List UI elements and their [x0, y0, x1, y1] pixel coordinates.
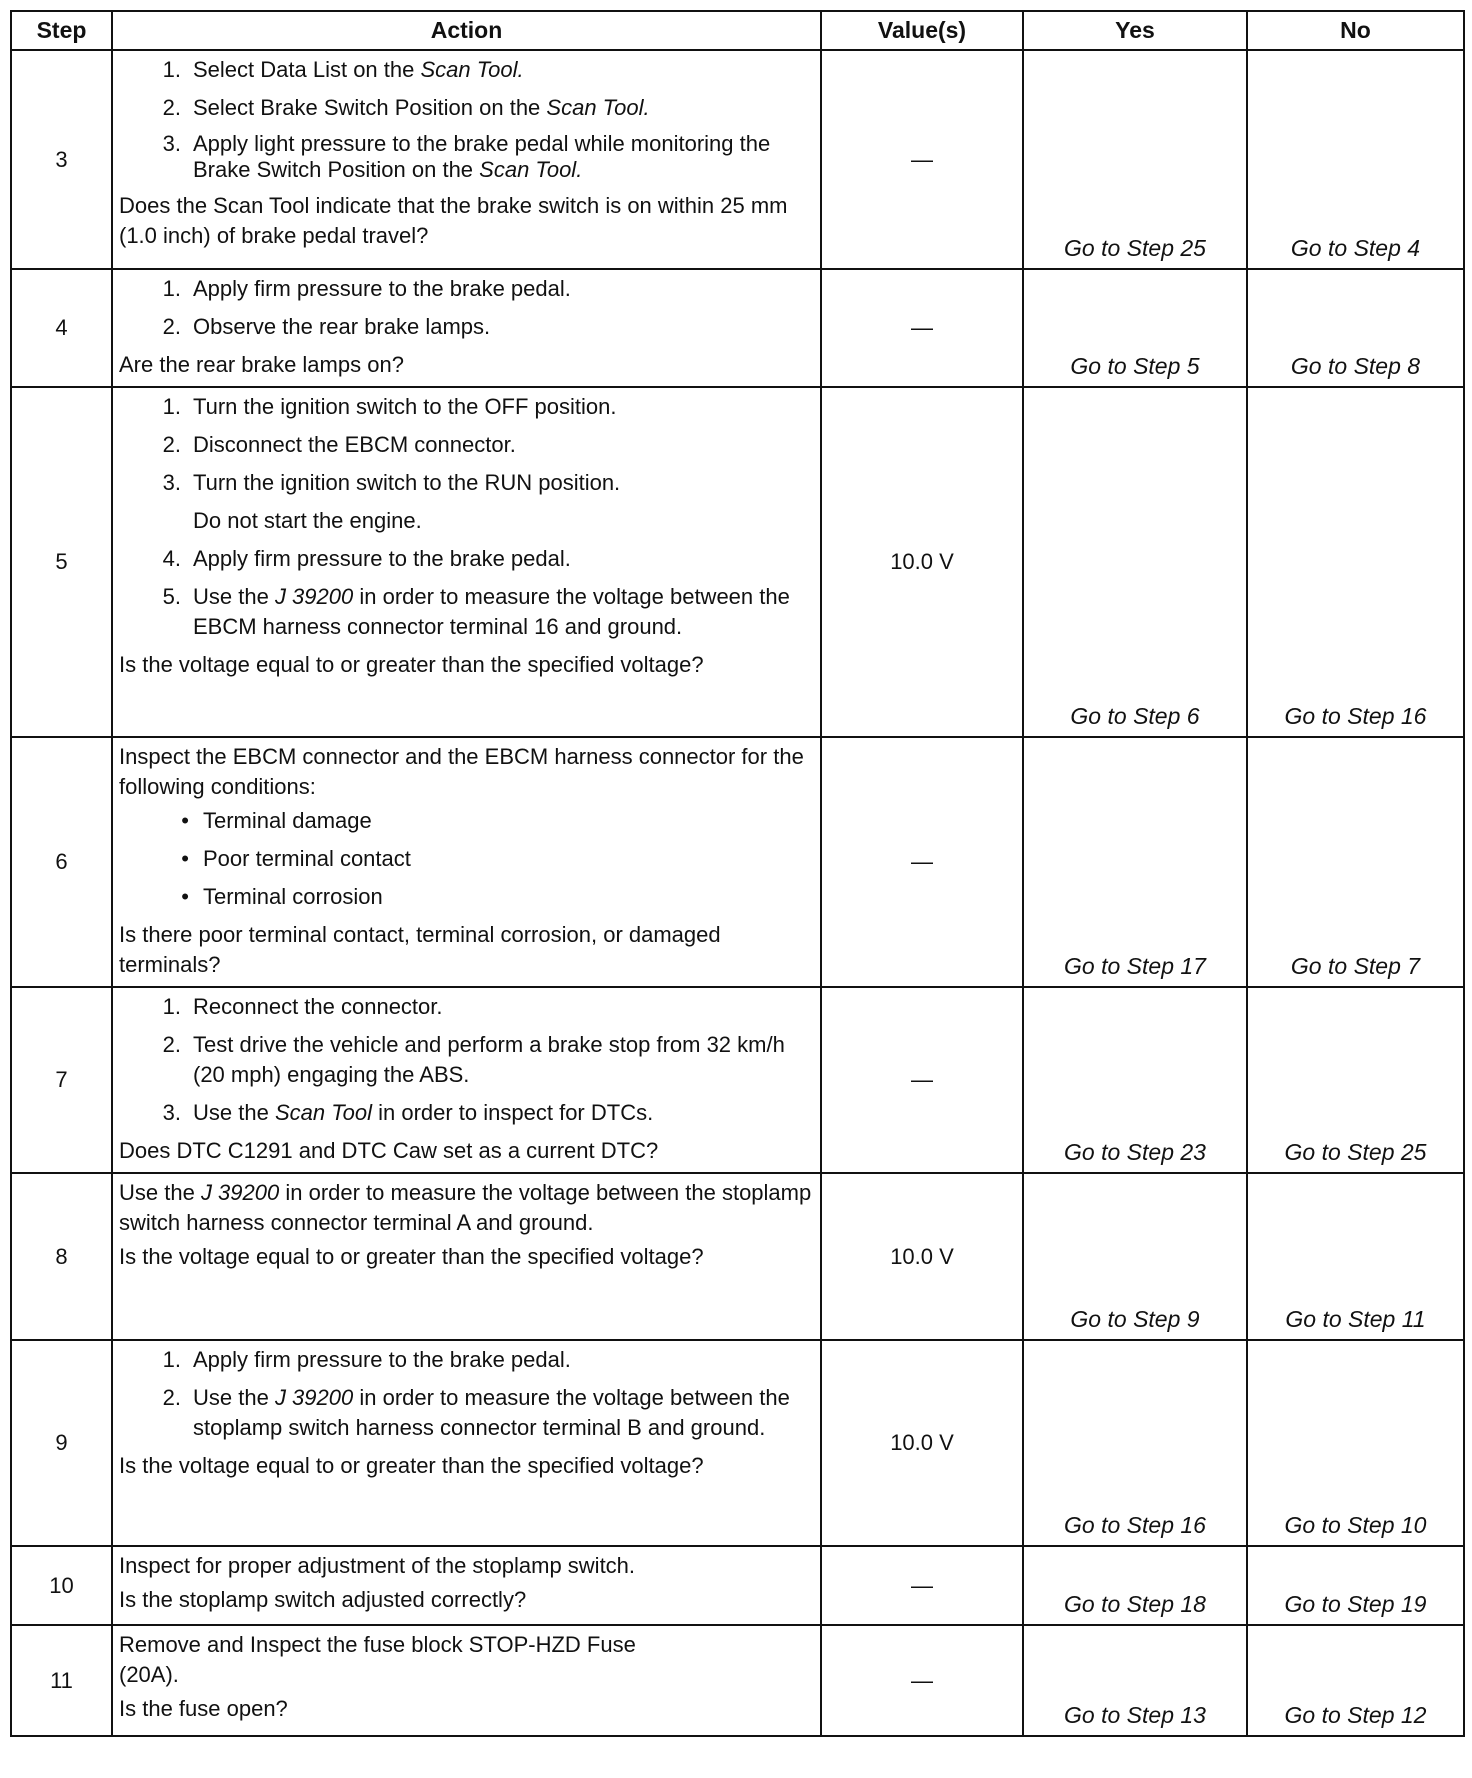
list-item: 1. Reconnect the connector. [162, 994, 443, 1019]
action-cell [112, 1173, 821, 1340]
header-no: No [1247, 11, 1464, 50]
question-text: Is the stoplamp switch adjusted correctly? [119, 1587, 527, 1612]
no-result: Go to Step 19 [1247, 1546, 1464, 1625]
value-cell: 10.0 V [821, 1173, 1023, 1340]
no-result: Go to Step 7 [1247, 737, 1464, 987]
yes-result: Go to Step 18 [1023, 1546, 1247, 1625]
action-cell [112, 1546, 821, 1625]
list-item: 1. Apply firm pressure to the brake pedal. [162, 276, 571, 301]
list-item: 2. Observe the rear brake lamps. [162, 314, 491, 339]
no-result: Go to Step 12 [1247, 1625, 1464, 1736]
table-row [11, 387, 1464, 737]
table-row [11, 1546, 1464, 1625]
question-text: Is the voltage equal to or greater than the specified voltage? [119, 1453, 704, 1478]
action-cell [112, 387, 821, 737]
list-item: 2. Select Brake Switch Position on the Scan Tool. [162, 95, 650, 120]
yes-result: Go to Step 9 [1023, 1173, 1247, 1340]
header-yes: Yes [1023, 11, 1247, 50]
question-text: Is the fuse open? [119, 1696, 288, 1721]
value-cell: — [821, 50, 1023, 269]
list-item: • Terminal corrosion [181, 884, 383, 909]
yes-result: Go to Step 13 [1023, 1625, 1247, 1736]
action-cell [112, 269, 821, 387]
action-cell [112, 987, 821, 1173]
question-text: Is there poor terminal contact, terminal corrosion, or damaged terminals? [119, 922, 721, 977]
yes-result: Go to Step 16 [1023, 1340, 1247, 1546]
no-result: Go to Step 10 [1247, 1340, 1464, 1546]
list-item: 2. Test drive the vehicle and perform a brake stop from 32 km/h (20 mph) engaging the ABS. [162, 1032, 785, 1087]
action-cell [112, 737, 821, 987]
list-item: • Terminal damage [181, 808, 372, 833]
list-item: 3. Turn the ignition switch to the RUN position. [162, 470, 621, 495]
list-item: 1. Apply firm pressure to the brake pedal. [162, 1347, 571, 1372]
step-number: 11 [11, 1625, 112, 1736]
list-item: 1. Turn the ignition switch to the OFF position. [162, 394, 617, 419]
action-cell [112, 50, 821, 269]
header-action: Action [112, 11, 821, 50]
no-result: Go to Step 11 [1247, 1173, 1464, 1340]
list-item: 1. Select Data List on the Scan Tool. [162, 57, 524, 82]
table-row [11, 50, 1464, 269]
question-text: Is the voltage equal to or greater than the specified voltage? [119, 652, 704, 677]
value-cell: — [821, 1546, 1023, 1625]
value-cell: 10.0 V [821, 1340, 1023, 1546]
yes-result: Go to Step 17 [1023, 737, 1247, 987]
table-row [11, 1625, 1464, 1736]
step-number: 4 [11, 269, 112, 387]
value-cell: 10.0 V [821, 387, 1023, 737]
no-result: Go to Step 4 [1247, 50, 1464, 269]
list-item: 2. Disconnect the EBCM connector. [162, 432, 516, 457]
intro-text: Inspect the EBCM connector and the EBCM harness connector for the following conditions: [119, 744, 804, 799]
no-result: Go to Step 8 [1247, 269, 1464, 387]
step-number: 7 [11, 987, 112, 1173]
yes-result: Go to Step 25 [1023, 50, 1247, 269]
list-item: 5. Use the J 39200 in order to measure the voltage between the EBCM harness connector terminal 16 and ground. [162, 584, 790, 639]
question-text: Does the Scan Tool indicate that the brake switch is on within 25 mm (1.0 inch) of brake pedal travel? [119, 193, 788, 248]
list-item: 3. Apply light pressure to the brake pedal while monitoring the Brake Switch Position on the Scan Tool. [162, 131, 771, 182]
question-text: Does DTC C1291 and DTC Caw set as a current DTC? [119, 1138, 659, 1163]
diagnostic-table [10, 10, 1465, 1737]
diagnostic-table-page [10, 10, 1465, 1737]
list-item: • Poor terminal contact [181, 846, 411, 871]
question-text: Is the voltage equal to or greater than the specified voltage? [119, 1244, 704, 1269]
intro-text: Inspect for proper adjustment of the stoplamp switch. [119, 1553, 636, 1578]
table-row [11, 1173, 1464, 1340]
action-cell [112, 1625, 821, 1736]
question-text: Are the rear brake lamps on? [119, 352, 404, 377]
no-result: Go to Step 25 [1247, 987, 1464, 1173]
value-cell: — [821, 269, 1023, 387]
list-item: 4. Apply firm pressure to the brake pedal. [162, 546, 571, 571]
list-item: 3. Use the Scan Tool in order to inspect for DTCs. [162, 1100, 654, 1125]
no-result: Go to Step 16 [1247, 387, 1464, 737]
table-row [11, 269, 1464, 387]
table-row [11, 737, 1464, 987]
intro-text: Remove and Inspect the fuse block STOP-HZD Fuse (20A). [119, 1632, 636, 1687]
value-cell: — [821, 1625, 1023, 1736]
step-number: 10 [11, 1546, 112, 1625]
table-row [11, 1340, 1464, 1546]
action-cell [112, 1340, 821, 1546]
list-item: 2. Use the J 39200 in order to measure the voltage between the stoplamp switch harness connector terminal B and ground. [162, 1385, 790, 1440]
header-step: Step [11, 11, 112, 50]
step-number: 3 [11, 50, 112, 269]
step-number: 8 [11, 1173, 112, 1340]
value-cell: — [821, 737, 1023, 987]
step-number: 6 [11, 737, 112, 987]
header-values: Value(s) [821, 11, 1023, 50]
value-cell: — [821, 987, 1023, 1173]
step-number: 5 [11, 387, 112, 737]
yes-result: Go to Step 5 [1023, 269, 1247, 387]
header-row [11, 11, 1464, 50]
yes-result: Go to Step 23 [1023, 987, 1247, 1173]
step-number: 9 [11, 1340, 112, 1546]
note-text: Do not start the engine. [193, 508, 422, 533]
intro-text: Use the J 39200 in order to measure the voltage between the stoplamp switch harness connector terminal A and ground. [119, 1180, 812, 1235]
yes-result: Go to Step 6 [1023, 387, 1247, 737]
table-row [11, 987, 1464, 1173]
